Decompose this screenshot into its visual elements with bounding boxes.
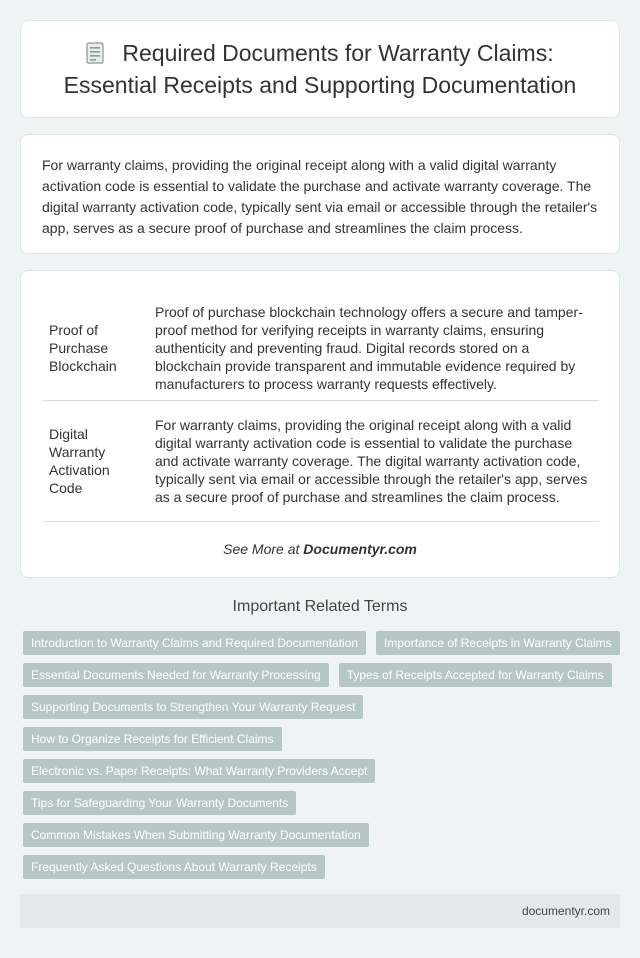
document-icon (86, 42, 104, 71)
related-tag[interactable]: Importance of Receipts in Warranty Claims (376, 631, 620, 655)
page-title (50, 39, 590, 100)
see-more-link[interactable] (21, 541, 619, 557)
intro-card (20, 134, 620, 254)
terms-table (43, 296, 599, 522)
related-tag[interactable]: Common Mistakes When Submitting Warranty Documentation (23, 823, 369, 847)
intro-text: For warranty claims, providing the original receipt along with a valid digital warranty activation code is essential to validate the purchase and activate warranty coverage. The digital warranty activation code, typically sent via email or accessible through the retailer's app, serves as a secure proof of purchase and streamlines the claim process. (42, 157, 598, 236)
table-row (43, 400, 599, 521)
related-terms-title: Important Related Terms (232, 598, 408, 615)
see-more-site: Documentyr.com (303, 541, 417, 557)
footer-site[interactable]: documentyr.com (521, 904, 610, 918)
description-cell: Proof of purchase blockchain technology offers a secure and tamper-proof method for verifying receipts in warranty claims, ensuring authenticity and preventing fraud. Digital records stored on a blockchain provide transparent and immutable evidence required by manufacturers to process warranty requests effectively. (151, 296, 599, 400)
related-tag[interactable]: Supporting Documents to Strengthen Your Warranty Request (23, 695, 363, 719)
title-card (20, 20, 620, 118)
term-cell: Digital Warranty Activation Code (43, 400, 151, 521)
related-tags (23, 631, 623, 887)
related-tag[interactable]: How to Organize Receipts for Efficient Claims (23, 727, 282, 751)
page-title-text: Required Documents for Warranty Claims: Essential Receipts and Supporting Documentation (63, 39, 577, 98)
see-more-prefix: See More at (223, 541, 304, 557)
term-cell: Proof of Purchase Blockchain (43, 296, 151, 400)
related-tag[interactable]: Introduction to Warranty Claims and Required Documentation (23, 631, 366, 655)
related-tag[interactable]: Tips for Safeguarding Your Warranty Documents (23, 791, 296, 815)
related-tag[interactable]: Electronic vs. Paper Receipts: What Warranty Providers Accept (23, 759, 375, 783)
footer (20, 894, 620, 928)
related-tag[interactable]: Frequently Asked Questions About Warranty Receipts (23, 855, 325, 879)
table-card (20, 270, 620, 578)
description-cell: For warranty claims, providing the original receipt along with a valid digital warranty activation code is essential to validate the purchase and activate warranty coverage. The digital warranty activation code, typically sent via email or accessible through the retailer's app, serves as a secure proof of purchase and streamlines the claim process. (151, 400, 599, 521)
related-tag[interactable]: Essential Documents Needed for Warranty Processing (23, 663, 329, 687)
related-tag[interactable]: Types of Receipts Accepted for Warranty Claims (339, 663, 612, 687)
table-row (43, 296, 599, 400)
